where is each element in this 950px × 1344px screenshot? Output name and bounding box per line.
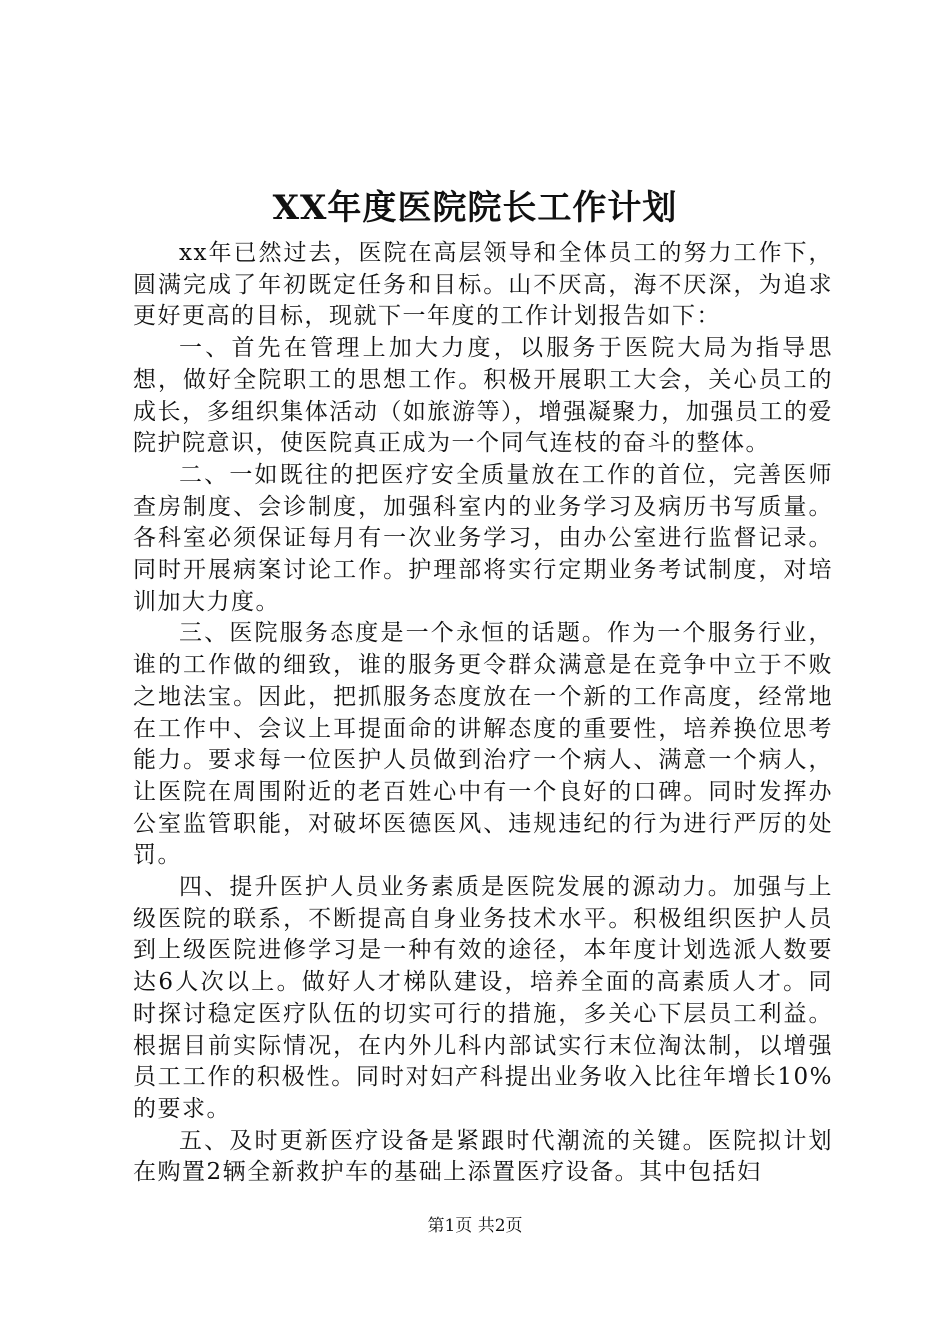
paragraph-4: 四、提升医护人员业务素质是医院发展的源动力。加强与上级医院的联系，不断提高自身业务技术水平。积极组织医护人员到上级医院进修学习是一种有效的途径，本年度计划选派人数要达6人次以上。做好人才梯队建设，培养全面的高素质人才。同时探讨稳定医疗队伍的切实可行的措施，多关心下层员工利益。根据目前实际情况，在内外儿科内部试实行末位淘汰制，以增强员工工作的积极性。同时对妇产科提出业务收入比往年增长10%的要求。 [133,874,833,1122]
paragraph-3: 三、医院服务态度是一个永恒的话题。作为一个服务行业，谁的工作做的细致，谁的服务更令群众满意是在竞争中立于不败之地法宝。因此，把抓服务态度放在一个新的工作高度，经常地在工作中、会议上耳提面命的讲解态度的重要性，培养换位思考能力。要求每一位医护人员做到治疗一个病人、满意一个病人，让医院在周围附近的老百姓心中有一个良好的口碑。同时发挥办公室监管职能，对破坏医德医风、违规违纪的行为进行严厉的处罚。 [133,620,833,869]
paragraph-intro: xx年已然过去，医院在高层领导和全体员工的努力工作下，圆满完成了年初既定任务和目标。山不厌高，海不厌深，为追求更好更高的目标，现就下一年度的工作计划报告如下： [133,240,833,330]
paragraph-1: 一、首先在管理上加大力度，以服务于医院大局为指导思想，做好全院职工的思想工作。积极开展职工大会，关心员工的成长，多组织集体活动（如旅游等），增强凝聚力，加强员工的爱院护院意识，使医院真正成为一个同气连枝的奋斗的整体。 [133,335,833,457]
paragraph-2: 二、一如既往的把医疗安全质量放在工作的首位，完善医师查房制度、会诊制度，加强科室内的业务学习及病历书写质量。各科室必须保证每月有一次业务学习，由办公室进行监督记录。同时开展病案讨论工作。护理部将实行定期业务考试制度，对培训加大力度。 [133,461,833,615]
document-body [133,238,833,1189]
page-number-footer: 第1页 共2页 [427,1216,523,1236]
document-title: XX年度医院院长工作计划 [272,188,678,228]
paragraph-5: 五、及时更新医疗设备是紧跟时代潮流的关键。医院拟计划在购置2辆全新救护车的基础上添置医疗设备。其中包括妇 [133,1127,833,1186]
